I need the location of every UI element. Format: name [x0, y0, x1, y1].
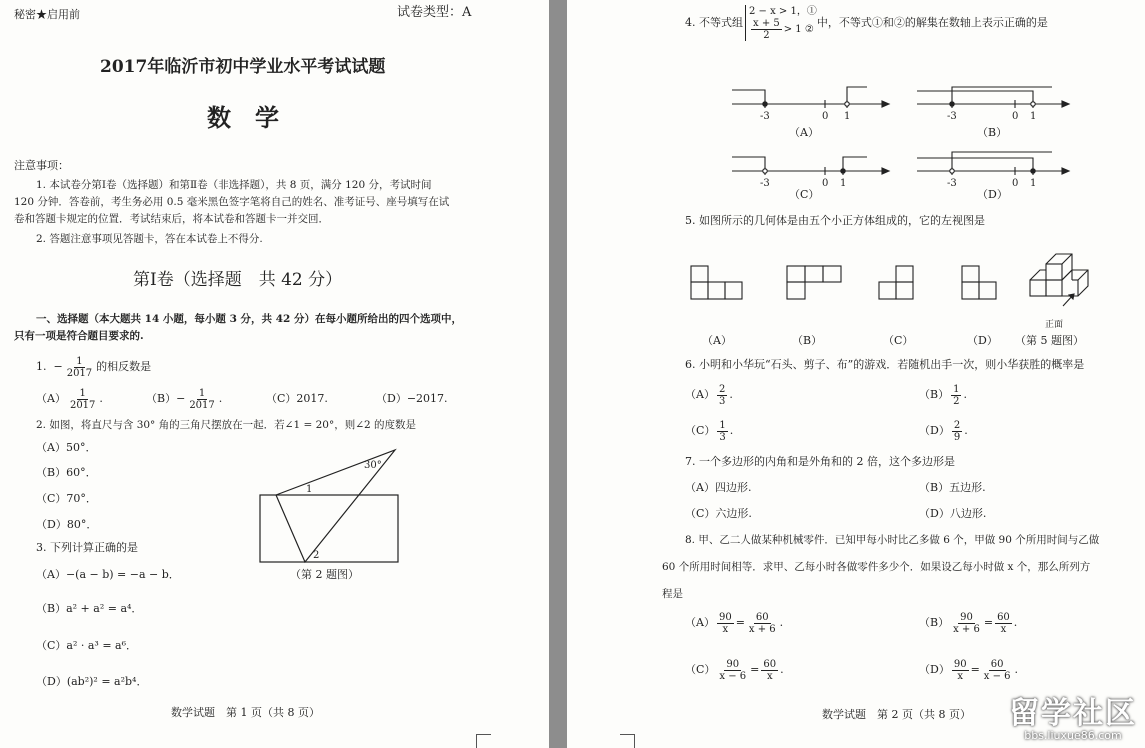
q8-option-c: （C） $\frac{90}{x - 6}$ = $\frac{60}{x}$ .	[685, 658, 784, 682]
exam-page-2	[567, 0, 1145, 748]
q6-option-b: （B） $\frac{1}{2}$ .	[919, 383, 967, 407]
q6-option-d: （D） $\frac{2}{9}$ .	[919, 419, 968, 443]
q2-caption: （第 2 题图）	[290, 568, 359, 581]
watermark-logo	[1009, 698, 1137, 742]
q7-option-a: （A）四边形.	[685, 481, 752, 494]
part1-title: 第Ⅰ卷（选择题 共 42 分）	[133, 270, 343, 290]
q4b-tick: -3	[947, 111, 957, 122]
q4d-tick: -3	[947, 178, 957, 189]
question-8-line2: 60 个所用时间相等．求甲、乙每小时各做零件多少个．如果设乙每小时做 x 个，那么所列方	[662, 561, 1091, 573]
q5-option-a: （A）	[702, 334, 732, 347]
q2-option-b: （B）60°．	[36, 466, 97, 479]
q2-option-c: （C）70°．	[36, 492, 97, 505]
exam-title: 2017年临沂市初中学业水平考试试题	[100, 57, 386, 77]
question-8-line1: 8. 甲、乙二人做某种机械零件．已知甲每小时比乙多做 6 个，甲做 90 个所用时间与乙做	[685, 534, 1100, 546]
watermark-text: 留学社区	[1009, 696, 1137, 731]
crop-mark	[620, 734, 635, 748]
q2-angle-2: 2	[313, 550, 320, 561]
q6-option-a: （A） $\frac{2}{3}$ .	[685, 383, 733, 407]
q5-option-c: （C）	[883, 334, 914, 347]
q2-figure	[0, 0, 549, 748]
notice-1-line2: 120 分钟．答卷前，考生务必用 0.5 毫米黑色签字笔将自己的姓名、准考证号、座号填写在试	[14, 196, 450, 208]
question-3: 3. 下列计算正确的是	[36, 541, 138, 554]
question-6: 6. 小明和小华玩“石头、剪子、布”的游戏．若随机出手一次，则小华获胜的概率是	[685, 358, 1085, 371]
q1-option-d: （D）−2017.	[376, 392, 448, 405]
q4b-tick: 0	[1012, 111, 1019, 122]
notice-1-line3: 卷和答题卡规定的位置．考试结束后，将本试卷和答题卡一并交回．	[14, 213, 329, 225]
watermark-url: bbs.liuxue86.com	[1024, 729, 1122, 742]
exam-type-label: 试卷类型：A	[397, 5, 472, 20]
page2-footer: 数学试题 第 2 页（共 8 页）	[822, 708, 971, 721]
q2-angle-30: 30°	[364, 460, 382, 471]
question-1: 1. − $\frac{1}{2017}$ 的相反数是	[36, 355, 152, 379]
q1-fraction: $\frac{1}{2017}$	[66, 355, 93, 379]
q4a-tick: -3	[760, 111, 770, 122]
notice-2: 2. 答题注意事项见答题卡，答在本试卷上不得分.	[36, 233, 263, 245]
q3-option-c: （C）a² · a³ = a⁶．	[36, 639, 138, 652]
q1-option-a: （A） $\frac{1}{2017}$ .	[36, 387, 103, 411]
q5-option-d: （D）	[967, 334, 998, 347]
q6-option-c: （C） $\frac{1}{3}$ .	[685, 419, 734, 443]
question-2: 2. 如图，将直尺与含 30° 角的三角尺摆放在一起．若∠1 = 20°，则∠2 的度数是	[36, 419, 417, 431]
question-7: 7. 一个多边形的内角和是外角和的 2 倍，这个多边形是	[685, 455, 955, 468]
exam-page-1	[0, 0, 549, 748]
q2-angle-1: 1	[306, 484, 313, 495]
q3-option-a: （A）−(a − b) = −a − b．	[36, 568, 180, 581]
q4d-tick: 0	[1012, 178, 1019, 189]
q5-caption: （第 5 题图）	[1015, 334, 1084, 347]
section1-line1: 一、选择题（本大题共 14 小题，每小题 3 分，共 42 分）在每小题所给出的四个选项中，	[36, 313, 462, 325]
q2-option-d: （D）80°．	[36, 518, 98, 531]
q8-option-b: （B） $\frac{90}{x + 6}$ = $\frac{60}{x}$ .	[919, 611, 1018, 635]
notice-heading: 注意事项：	[14, 159, 69, 172]
q4c-tick: 0	[822, 178, 829, 189]
q4-option-c: （C）	[789, 188, 820, 201]
q5-front-label: 正面	[1045, 320, 1064, 330]
question-4: 4. 不等式组 2 − x > 1，① $\frac{x + 5}{2}$ > 1 ② 中，不等式①和②的解集在数轴上表示正确的是	[685, 6, 1048, 41]
q4a-tick: 0	[822, 111, 829, 122]
section1-line2: 只有一项是符合题目要求的.	[14, 330, 144, 342]
q4d-tick: 1	[1030, 178, 1037, 189]
q3-option-d: （D）(ab²)² = a²b⁴．	[36, 675, 148, 688]
crop-mark	[476, 734, 491, 748]
q3-option-b: （B）a² + a² = a⁴．	[36, 602, 143, 615]
q7-option-b: （B）五边形.	[919, 481, 986, 494]
q4b-tick: 1	[1030, 111, 1037, 122]
subject-title: 数 学	[207, 103, 279, 132]
q5-figures	[567, 0, 1145, 748]
q1-option-b: （B）− $\frac{1}{2017}$ .	[146, 387, 223, 411]
notice-1-line1: 1. 本试卷分第Ⅰ卷（选择题）和第Ⅱ卷（非选择题），共 8 页，满分 120 分，考试时间	[36, 179, 432, 191]
q5-option-b: （B）	[792, 334, 823, 347]
question-8-line3: 程是	[662, 588, 683, 600]
q4c-tick: 1	[840, 178, 847, 189]
q8-option-a: （A） $\frac{90}{x}$ = $\frac{60}{x + 6}$ .	[685, 611, 784, 635]
q8-option-d: （D） $\frac{90}{x}$ = $\frac{60}{x - 6}$ .	[919, 658, 1019, 682]
inequality-system: 2 − x > 1，① $\frac{x + 5}{2}$ > 1 ②	[745, 5, 817, 41]
q4a-tick: 1	[844, 111, 851, 122]
q4-option-b: （B）	[977, 126, 1008, 139]
q7-option-c: （C）六边形.	[685, 507, 752, 520]
q4-option-d: （D）	[977, 188, 1008, 201]
question-5: 5. 如图所示的几何体是由五个小正方体组成的，它的左视图是	[685, 214, 985, 227]
page1-footer: 数学试题 第 1 页（共 8 页）	[171, 706, 320, 719]
q4-option-a: （A）	[789, 126, 819, 139]
secret-label: 秘密★启用前	[14, 8, 80, 21]
q7-option-d: （D）八边形.	[919, 507, 987, 520]
q1-option-c: （C）2017.	[266, 392, 328, 405]
q4c-tick: -3	[760, 178, 770, 189]
q2-option-a: （A）50°．	[36, 441, 97, 454]
